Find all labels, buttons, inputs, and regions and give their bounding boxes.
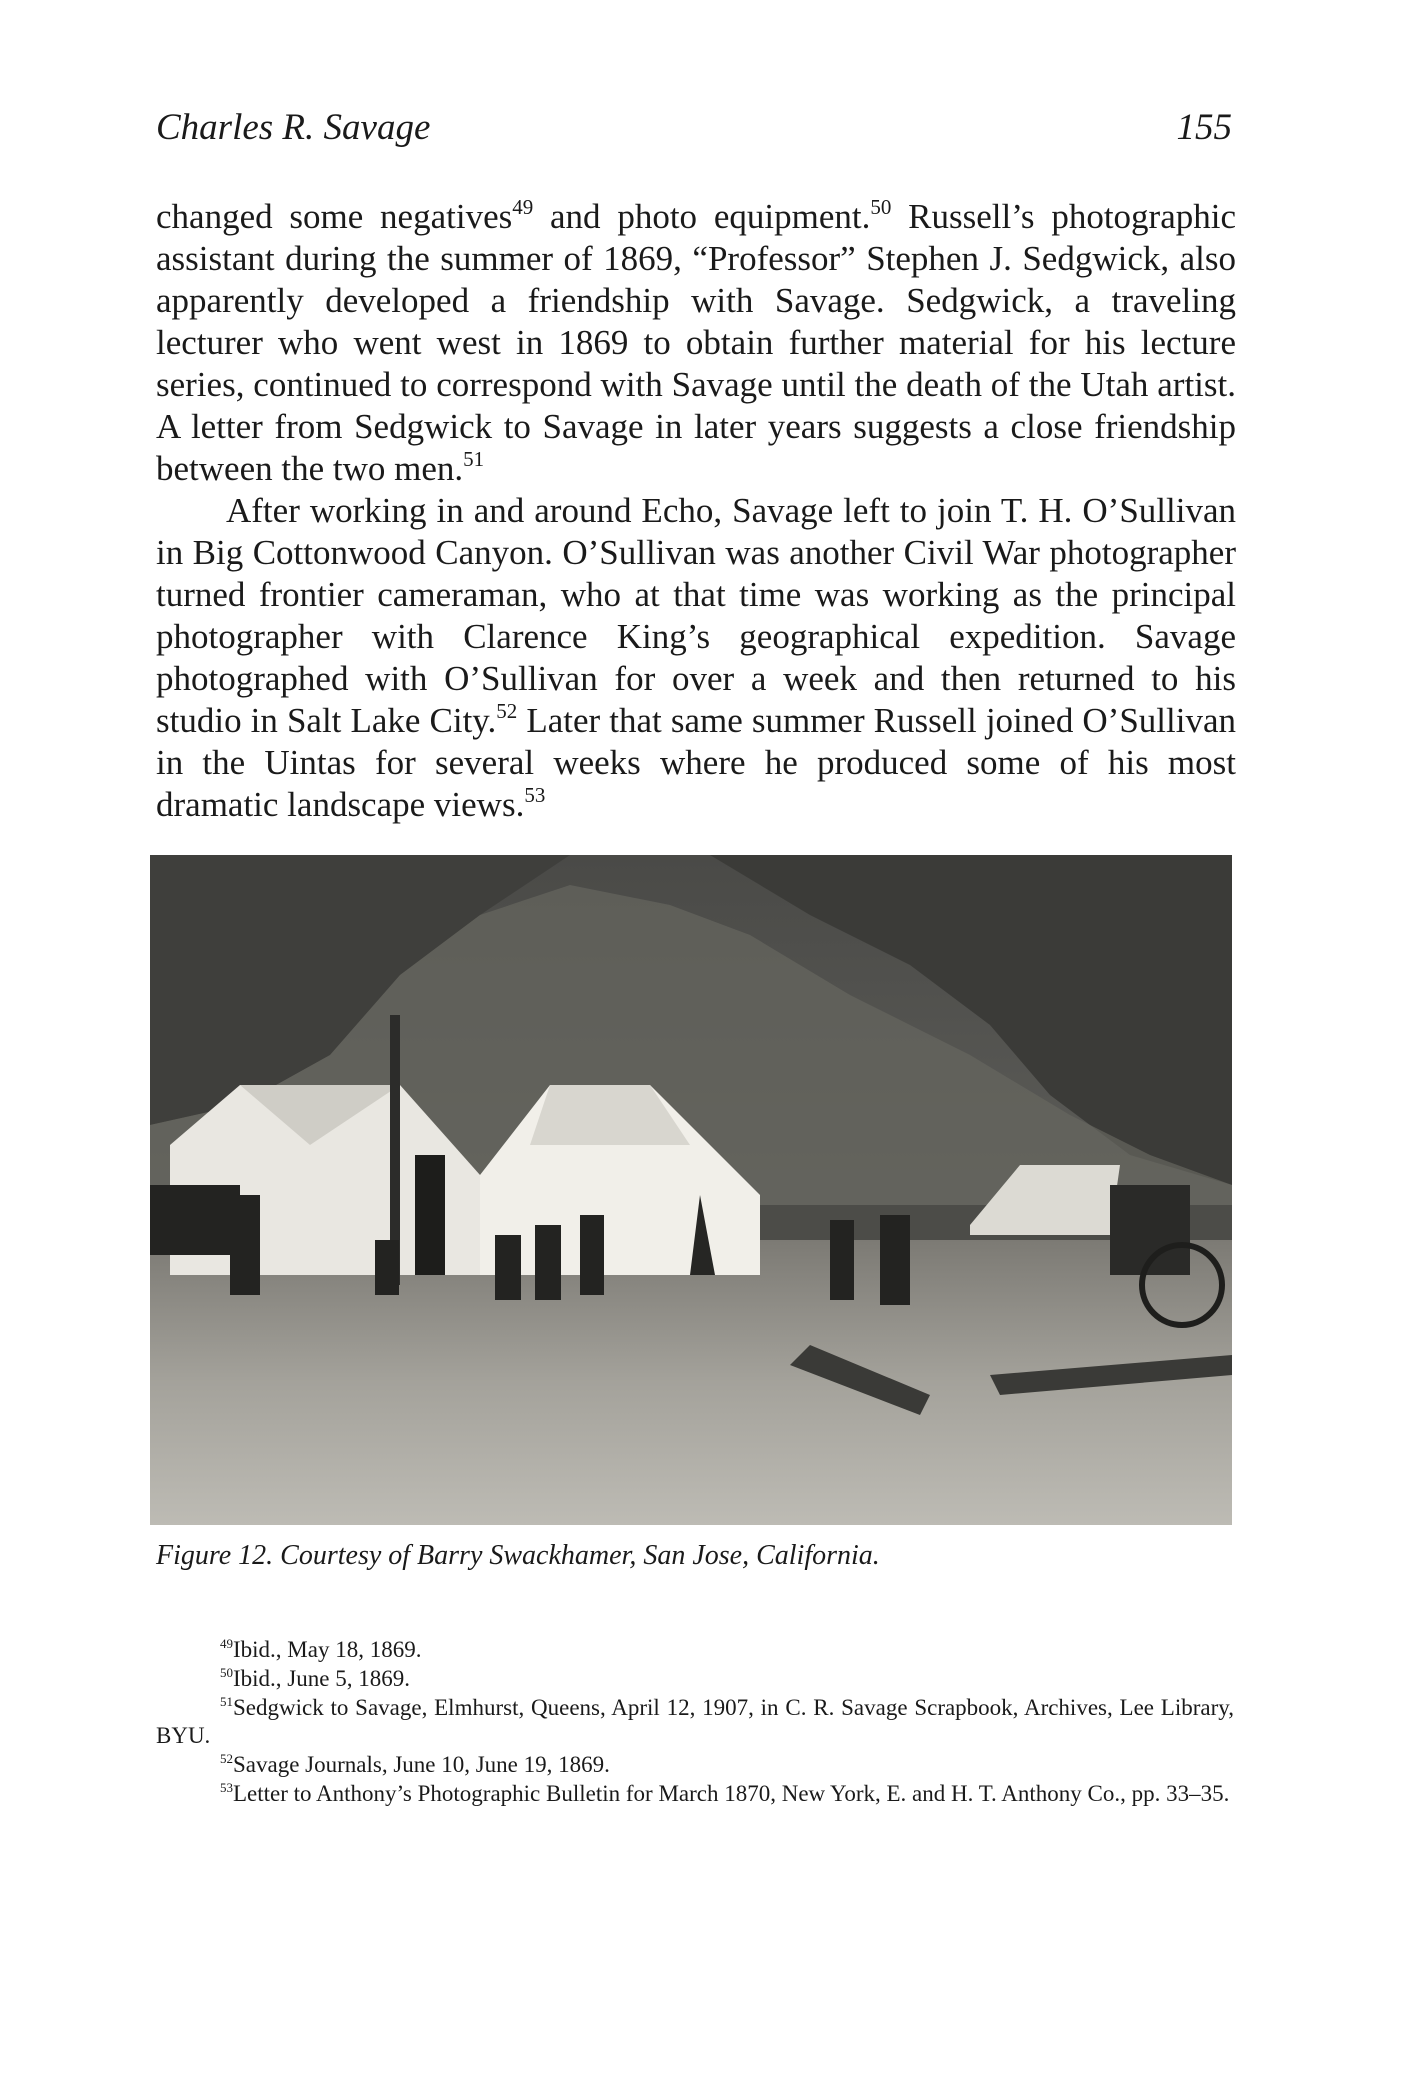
figure-person — [830, 1220, 854, 1300]
footnote-number: 49 — [220, 1636, 233, 1651]
footnote — [156, 1694, 1234, 1750]
footnote-ref-53: 53 — [524, 783, 546, 807]
paragraph-1-text-a: changed some negatives — [156, 197, 513, 236]
footnote-text: Savage Journals, June 10, June 19, 1869. — [233, 1752, 610, 1777]
footnote — [156, 1636, 1234, 1664]
running-head-title: Charles R. Savage — [156, 107, 431, 148]
paragraph-2-text-b: Later that same summer Russell joined O’Sullivan in the Uintas for several weeks where he produced some of his most dramatic landscape views. — [156, 701, 1237, 824]
footnote-number: 52 — [220, 1751, 233, 1766]
footnote-text: Ibid., May 18, 1869. — [233, 1637, 422, 1662]
footnote-number: 50 — [220, 1665, 233, 1680]
figure-person — [535, 1225, 561, 1300]
figure-person — [375, 1240, 399, 1295]
footnote — [156, 1780, 1234, 1808]
footnote — [156, 1751, 1234, 1779]
footnote-number: 51 — [220, 1694, 233, 1709]
paragraph-1-text-b: and photo equipment. — [533, 197, 871, 236]
figure-12-photo — [150, 855, 1232, 1525]
page-number: 155 — [1176, 107, 1232, 148]
body-text — [156, 196, 1236, 826]
footnotes — [156, 1636, 1234, 1809]
figure-caption: Figure 12. Courtesy of Barry Swackhamer, San Jose, California. — [156, 1540, 880, 1571]
footnote — [156, 1665, 1234, 1693]
figure-person — [880, 1215, 910, 1305]
camp-photograph — [150, 855, 1232, 1525]
footnote-number: 53 — [220, 1780, 233, 1795]
footnote-ref-52: 52 — [496, 699, 518, 723]
figure-person — [580, 1215, 604, 1295]
running-head — [152, 106, 1232, 156]
footnote-ref-50: 50 — [870, 195, 892, 219]
paragraph-1-text-c: Russell’s photographic assistant during the summer of 1869, “Professor” Stephen J. Sedgwick, also apparently developed a friendship with Savage. Sedgwick, a traveling lecturer who went west in 1869 to obtain further material for his lecture series, continued to correspond with Savage until the death of the Utah artist. A letter from Sedgwick to Savage in later years suggests a close friendship between the two men. — [156, 197, 1236, 488]
footnote-ref-51: 51 — [463, 447, 485, 471]
footnote-text: Sedgwick to Savage, Elmhurst, Queens, April 12, 1907, in C. R. Savage Scrapbook, Archives, Lee Library, BYU. — [156, 1695, 1234, 1748]
tent-left-door — [415, 1155, 445, 1275]
paragraph-2-text-a: After working in and around Echo, Savage left to join T. H. O’Sullivan in Big Cottonwood Canyon. O’Sullivan was another Civil War photographer turned frontier cameraman, who at that time was working as the principal photographer with Clarence King’s geographical expedition. Savage photographed with O’Sullivan for over a week and then returned to his studio in Salt Lake City. — [156, 491, 1236, 740]
footnote-ref-49: 49 — [512, 195, 534, 219]
horse — [150, 1185, 240, 1255]
figure-person — [495, 1235, 521, 1300]
footnote-text: Letter to Anthony’s Photographic Bulletin for March 1870, New York, E. and H. T. Anthony Co., pp. 33–35. — [233, 1781, 1230, 1806]
footnote-text: Ibid., June 5, 1869. — [233, 1666, 410, 1691]
paragraph-2 — [156, 490, 1236, 826]
paragraph-1 — [156, 196, 1236, 490]
